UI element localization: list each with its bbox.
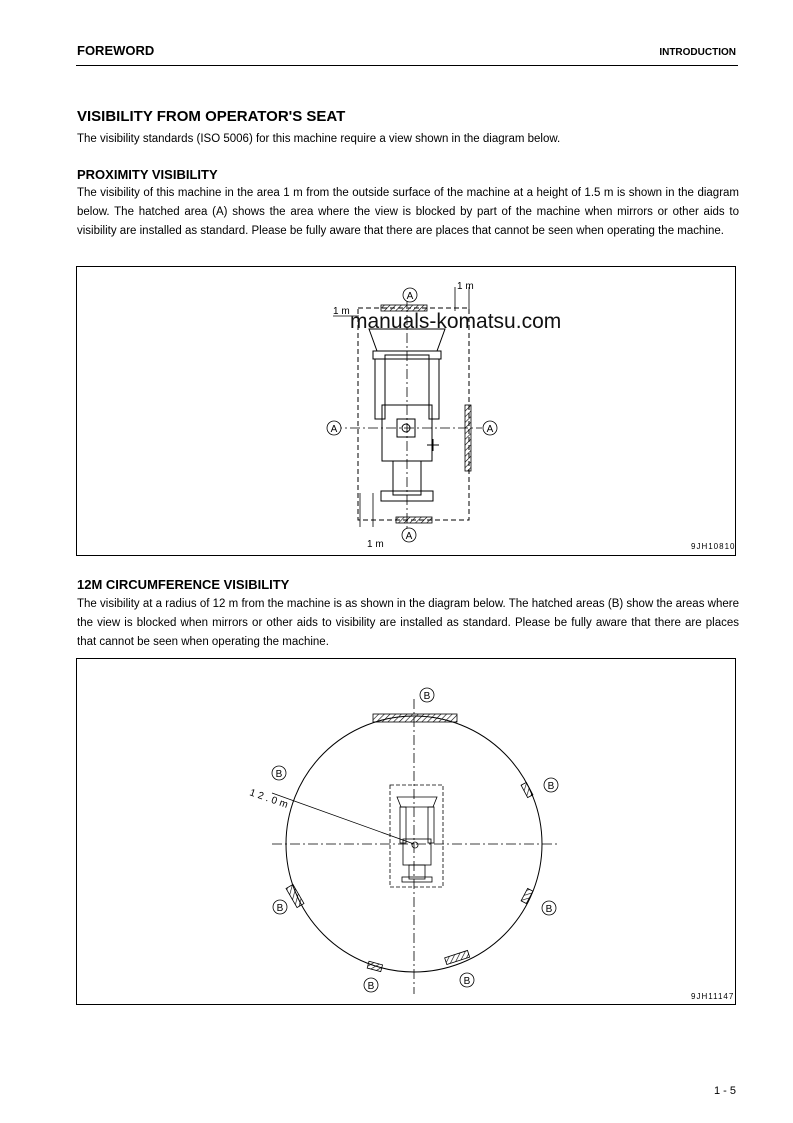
marker-b-top xyxy=(420,688,434,702)
radius-line xyxy=(272,793,414,844)
blocked-area-rear xyxy=(396,517,432,523)
svg-text:B: B xyxy=(367,981,375,992)
section-intro: The visibility standards (ISO 5006) for this machine require a view shown in the diagram below. xyxy=(77,133,561,145)
svg-text:A: A xyxy=(406,291,414,302)
svg-text:B: B xyxy=(463,976,471,987)
marker-b-lower-left xyxy=(273,900,287,914)
page-number: 1 - 5 xyxy=(713,1085,736,1097)
machine-top-view-small xyxy=(397,797,437,882)
circumference-diagram xyxy=(77,659,737,1006)
section-title: VISIBILITY FROM OPERATOR'S SEAT xyxy=(77,108,346,125)
circumference-figure xyxy=(76,658,736,1005)
watermark: manuals-komatsu.com xyxy=(350,310,562,333)
svg-text:B: B xyxy=(545,904,553,915)
dimension-label-top: 1 m xyxy=(457,281,474,292)
svg-text:B: B xyxy=(275,769,283,780)
svg-text:A: A xyxy=(330,424,338,435)
radius-label: 12.0m xyxy=(248,787,293,812)
marker-a-bottom xyxy=(402,528,416,542)
svg-text:B: B xyxy=(276,903,284,914)
marker-b-bottom-left xyxy=(364,978,378,992)
svg-text:B: B xyxy=(547,781,555,792)
svg-text:A: A xyxy=(405,531,413,542)
marker-b-bottom-right xyxy=(460,973,474,987)
marker-a-left xyxy=(327,421,341,435)
blocked-area-right xyxy=(465,405,471,471)
marker-b-upper-left xyxy=(272,766,286,780)
header-rule xyxy=(76,65,738,66)
marker-a-right xyxy=(483,421,497,435)
header-chapter-name: INTRODUCTION xyxy=(659,47,736,58)
circumference-title: 12M CIRCUMFERENCE VISIBILITY xyxy=(77,577,290,592)
blocked-areas xyxy=(286,714,533,972)
dimension-label-bottom: 1 m xyxy=(367,539,384,550)
figure-id: 9JH10810 xyxy=(691,542,736,551)
marker-b-upper-right xyxy=(544,778,558,792)
dimension-label-left: 1 m xyxy=(333,306,350,317)
svg-text:B: B xyxy=(423,691,431,702)
figure-id: 9JH11147 xyxy=(691,992,735,1001)
circumference-text: The visibility at a radius of 12 m from the machine is as shown in the diagram below. The hatched areas (B) show the areas where the view is blocked when mirrors or other aids to visibility are installed as standard. Please be fully aware that there are places that cannot be seen when operating the machine. xyxy=(77,598,739,648)
marker-b-lower-right xyxy=(542,901,556,915)
svg-text:A: A xyxy=(486,424,494,435)
proximity-text: The visibility of this machine in the area 1 m from the outside surface of the machine at a height of 1.5 m is shown in the diagram below. The hatched area (A) shows the area where the view is blocked by part of the machine when mirrors or other aids to visibility are installed as standard. Please be fully aware that there are places that cannot be seen when operating the machine. xyxy=(77,187,739,237)
marker-a-top xyxy=(403,288,417,302)
proximity-title: PROXIMITY VISIBILITY xyxy=(77,167,218,182)
header-section-name: FOREWORD xyxy=(77,43,155,58)
